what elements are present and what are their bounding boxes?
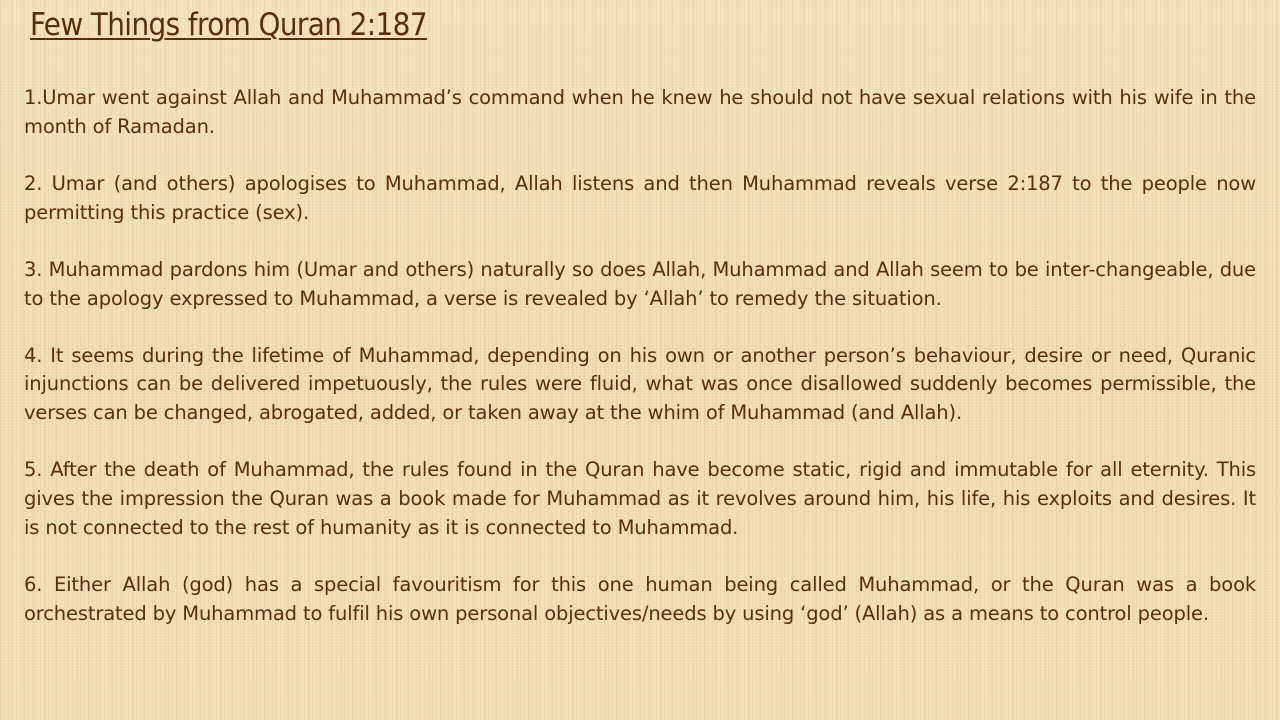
point-item-4: 4. It seems during the lifetime of Muhammad, depending on his own or another person’s behaviour, desire or need, Quranic injunctions can be delivered impetuously, the rules were fluid, what was once disallowed suddenly becomes permissible, the verses can be changed, abrogated, added, or taken away at the whim of Muhammad (and Allah). — [24, 343, 1256, 425]
point-item-2: 2. Umar (and others) apologises to Muhammad, Allah listens and then Muhammad reveals verse 2:187 to the people now permitting this practice (sex). — [24, 171, 1256, 224]
point-item-6: 6. Either Allah (god) has a special favouritism for this one human being called Muhammad, or the Quran was a book orchestrated by Muhammad to fulfil his own personal objectives/needs by using ‘god’ (Allah) as a means to control people. — [24, 572, 1256, 625]
point-item-1: 1.Umar went against Allah and Muhammad’s command when he knew he should not have sexual relations with his wife in the month of Ramadan. — [24, 86, 1256, 138]
point-item-3: 3. Muhammad pardons him (Umar and others) naturally so does Allah, Muhammad and Allah seem to be inter-changeable, due to the apology expressed to Muhammad, a verse is revealed by ‘Allah’ to remedy the situation. — [24, 257, 1256, 310]
slide-title: Few Things from Quran 2:187 — [30, 7, 427, 43]
point-list — [24, 84, 1256, 628]
point-item-5: 5. After the death of Muhammad, the rules found in the Quran have become static, rigid and immutable for all eternity. This gives the impression the Quran was a book made for Muhammad as it revolves around him, his life, his exploits and desires. It is not connected to the rest of humanity as it is connected to Muhammad. — [24, 458, 1256, 539]
